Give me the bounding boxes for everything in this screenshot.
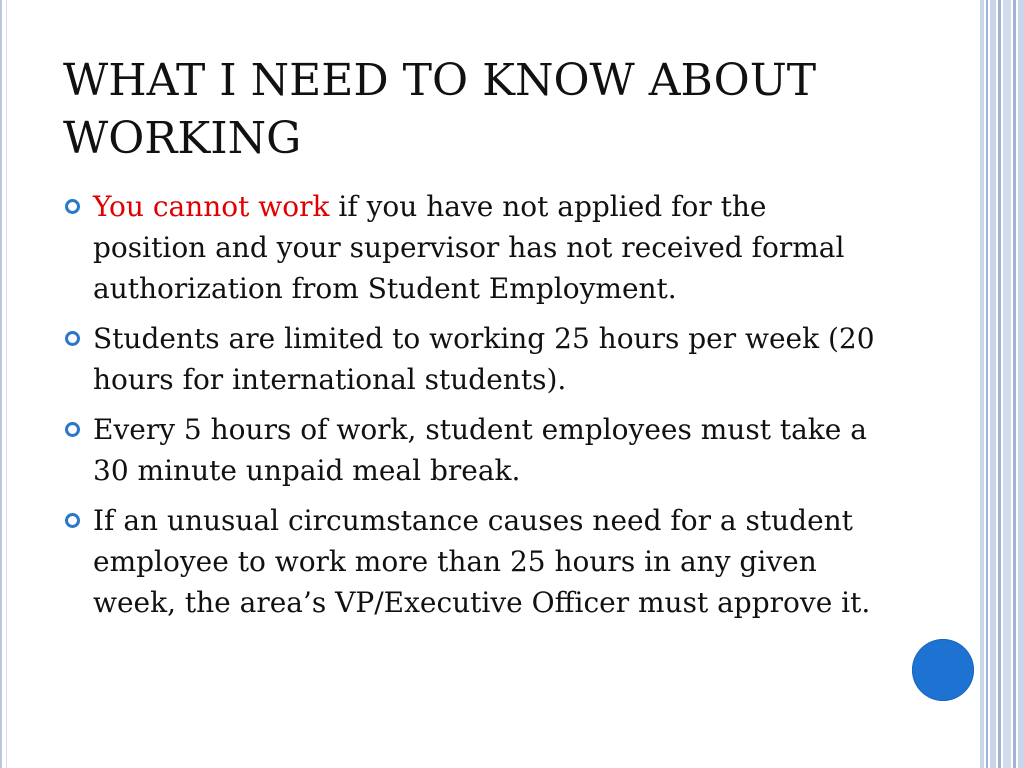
left-border-decoration: [0, 0, 12, 768]
bullet-circle-icon: [65, 422, 80, 437]
slide-title-line-2: WORKING: [63, 113, 302, 164]
bullet-text: if you have not applied for the position and your supervisor has not received formal authorization from Student Employment.: [93, 190, 845, 305]
bullet-highlight: You cannot work: [93, 190, 330, 223]
bullet-text: Students are limited to working 25 hours per week (20 hours for international students).: [93, 322, 875, 396]
bullet-list: [63, 186, 883, 632]
bullet-circle-icon: [65, 331, 80, 346]
bullet-item-3: [63, 409, 883, 491]
right-stripe-decoration: [980, 0, 1024, 768]
bullet-text: Every 5 hours of work, student employees must take a 30 minute unpaid meal break.: [93, 413, 867, 487]
bullet-item-4: [63, 500, 883, 623]
bullet-text: If an unusual circumstance causes need for a student employee to work more than 25 hours in any given week, the area’s VP/Executive Officer must approve it.: [93, 504, 871, 619]
bullet-circle-icon: [65, 199, 80, 214]
bullet-circle-icon: [65, 513, 80, 528]
bullet-item-2: [63, 318, 883, 400]
slide-title: [63, 52, 943, 168]
blue-circle-icon: [912, 639, 974, 701]
slide-title-line-1: WHAT I NEED TO KNOW ABOUT: [63, 55, 817, 106]
bullet-item-1: [63, 186, 883, 309]
